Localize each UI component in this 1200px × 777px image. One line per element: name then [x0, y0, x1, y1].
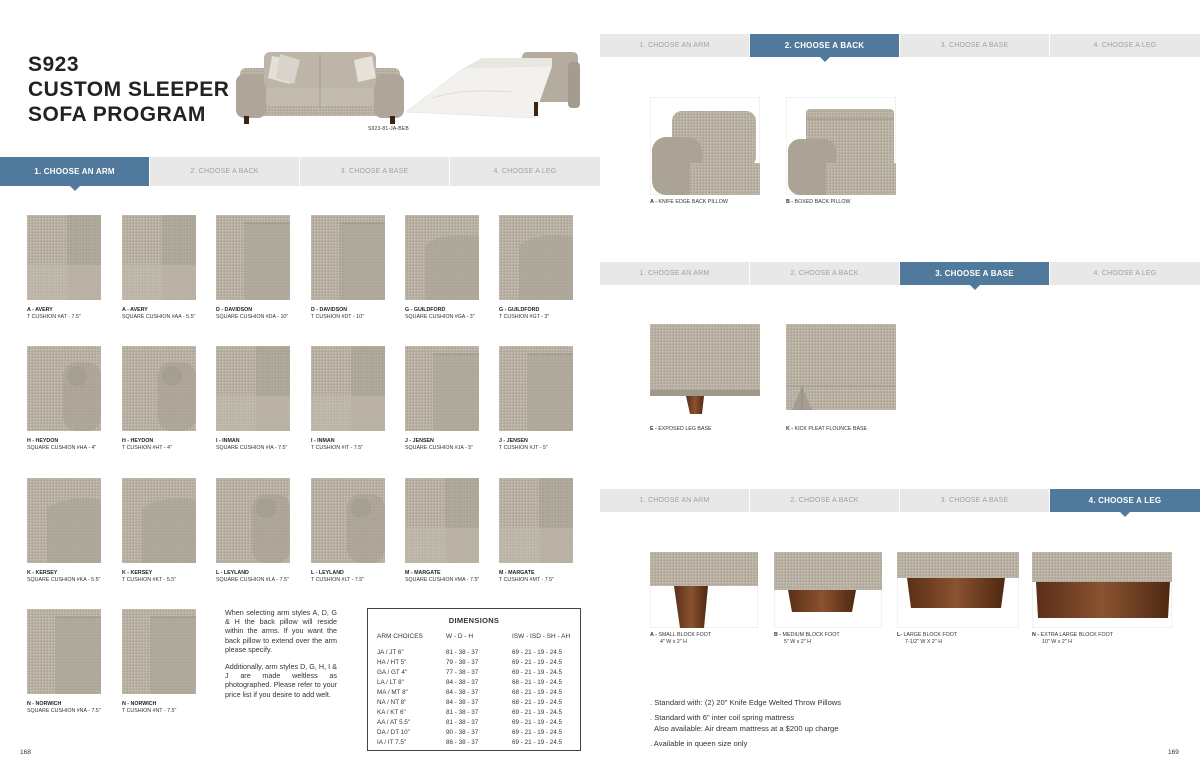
arm-note-para-2: Additionally, arm styles D, G, H, I & J are made weltless as photographed. Please refer to your price list if you desire to add welt.	[225, 662, 337, 699]
feature-queen-size: . Available in queen size only	[650, 739, 748, 748]
arm-label: H - HEYDON T CUSHION #HT - 4"	[122, 438, 172, 451]
arm-note-para-1: When selecting arm styles A, D, G & H the back pillow will reside within the arms. If you want the back pillow to extend over the arm please specify.	[225, 608, 337, 654]
arm-swatch-image[interactable]	[122, 609, 196, 694]
base-option-image	[786, 324, 896, 420]
dimensions-rows	[377, 649, 574, 749]
arm-label: G - GUILDFORD SQUARE CUSHION #GA - 3"	[405, 307, 475, 320]
arm-label: H - HEYDON SQUARE CUSHION #HA - 4"	[27, 438, 97, 451]
arm-swatch-image[interactable]	[405, 346, 479, 431]
table-row	[377, 699, 574, 709]
arm-swatch-image[interactable]	[122, 478, 196, 563]
back-step-tabs	[600, 34, 1200, 57]
title-line-1: S923	[28, 53, 80, 76]
tab-choose-leg[interactable]: 4. CHOOSE A LEG	[1050, 489, 1200, 512]
arm-swatch-image[interactable]	[216, 215, 290, 300]
arm-swatch-image[interactable]	[122, 215, 196, 300]
tab-choose-base[interactable]: 3. CHOOSE A BASE	[300, 157, 450, 186]
arm-label: M - MARGATE SQUARE CUSHION #MA - 7.5"	[405, 570, 480, 583]
page-number-left: 168	[20, 749, 31, 756]
arm-label: A - AVERY T CUSHION #AT - 7.5"	[27, 307, 81, 320]
arm-label: N - NORWICH SQUARE CUSHION #NA - 7.5"	[27, 701, 101, 714]
arm-swatch-image[interactable]	[499, 478, 573, 563]
tab-choose-back[interactable]: 2. CHOOSE A BACK	[750, 489, 900, 512]
arm-choice-cell: LA / LT 8"	[377, 679, 404, 686]
table-row	[377, 669, 574, 679]
wdh-cell: 77 - 38 - 37	[446, 669, 479, 676]
leg-size: 7-1/2" W X 2" H	[905, 639, 943, 645]
tab-choose-back[interactable]: 2. CHOOSE A BACK	[750, 262, 900, 285]
table-row	[377, 689, 574, 699]
arm-label: D - DAVIDSON T CUSHION #DT - 10"	[311, 307, 364, 320]
tab-choose-base[interactable]: 3. CHOOSE A BASE	[900, 262, 1050, 285]
arm-choice-cell: MA / MT 8"	[377, 689, 408, 696]
leg-option-label: N - EXTRA LARGE BLOCK FOOT 10" W x 2" H	[1032, 632, 1113, 645]
dimensions-table	[367, 608, 581, 751]
leg-size: 10" W x 2" H	[1042, 639, 1072, 645]
arm-swatch-image[interactable]	[311, 215, 385, 300]
tab-choose-arm[interactable]: 1. CHOOSE AN ARM	[600, 262, 750, 285]
header-arm-choices: ARM CHOICES	[377, 633, 423, 640]
leg-option-image	[1032, 552, 1172, 628]
arm-label: J - JENSEN T CUSHION #JT - 5"	[499, 438, 548, 451]
dimensions-title: DIMENSIONS	[448, 616, 500, 625]
arm-swatch-image[interactable]	[405, 478, 479, 563]
leg-step-tabs	[600, 489, 1200, 512]
arm-step-tabs	[0, 157, 600, 186]
feature-mattress: . Standard with 6" inter coil spring mattress	[650, 713, 795, 722]
arm-choice-cell: NA / NT 8"	[377, 699, 407, 706]
leg-size: 4" W x 2" H	[660, 639, 688, 645]
table-row	[377, 649, 574, 659]
arm-choice-cell: JA / JT 6"	[377, 649, 404, 656]
wdh-cell: 84 - 38 - 37	[446, 689, 479, 696]
inside-cell: 69 - 21 - 19 - 24.5	[512, 729, 563, 736]
arm-swatch-image[interactable]	[216, 346, 290, 431]
back-option-label: B - BOXED BACK PILLOW	[786, 199, 851, 205]
header-wdh: W - D - H	[446, 633, 474, 640]
tab-choose-back[interactable]: 2. CHOOSE A BACK	[750, 34, 900, 57]
arm-swatch-image[interactable]	[311, 478, 385, 563]
wdh-cell: 81 - 38 - 37	[446, 719, 479, 726]
inside-cell: 69 - 21 - 19 - 24.5	[512, 739, 563, 746]
arm-swatch-image[interactable]	[311, 346, 385, 431]
wdh-cell: 86 - 38 - 37	[446, 739, 479, 746]
arm-choice-cell: KA / KT 6"	[377, 709, 406, 716]
arm-label: G - GUILDFORD T CUSHION #GT - 3"	[499, 307, 550, 320]
arm-swatch-image[interactable]	[216, 478, 290, 563]
tab-choose-arm[interactable]: 1. CHOOSE AN ARM	[600, 489, 750, 512]
table-row	[377, 709, 574, 719]
table-row	[377, 679, 574, 689]
arm-label: L - LEYLAND SQUARE CUSHION #LA - 7.5"	[216, 570, 289, 583]
inside-cell: 68 - 21 - 19 - 24.5	[512, 679, 563, 686]
arm-label: A - AVERY SQUARE CUSHION #AA - 5.5"	[122, 307, 196, 320]
standard-features	[650, 697, 841, 750]
title-line-3: SOFA PROGRAM	[28, 103, 206, 126]
tab-choose-leg[interactable]: 4. CHOOSE A LEG	[1093, 270, 1157, 277]
inside-cell: 68 - 21 - 19 - 24.5	[512, 699, 563, 706]
leg-option-label: L- LARGE BLOCK FOOT 7-1/2" W X 2" H	[897, 632, 958, 645]
wdh-cell: 81 - 38 - 37	[446, 709, 479, 716]
back-option-label: A - KNIFE EDGE BACK PILLOW	[650, 199, 728, 205]
wdh-cell: 90 - 38 - 37	[446, 729, 479, 736]
leg-option-image	[774, 552, 882, 628]
tab-choose-arm[interactable]: 1. CHOOSE AN ARM	[600, 34, 750, 57]
arm-swatch-image[interactable]	[27, 346, 101, 431]
arm-swatch-image[interactable]	[27, 478, 101, 563]
arm-note	[225, 608, 337, 707]
base-step-tabs	[600, 262, 1200, 285]
feature-pillows: . Standard with: (2) 20" Knife Edge Welted Throw Pillows	[650, 698, 842, 707]
table-row	[377, 719, 574, 729]
tab-choose-leg[interactable]: 4. CHOOSE A LEG	[493, 168, 557, 175]
tab-choose-arm[interactable]: 1. CHOOSE AN ARM	[0, 157, 150, 186]
leg-size: 5" W x 2" H	[784, 639, 812, 645]
wdh-cell: 84 - 38 - 37	[446, 679, 479, 686]
arm-label: K - KERSEY SQUARE CUSHION #KA - 5.5"	[27, 570, 101, 583]
arm-choice-cell: IA / IT 7.5"	[377, 739, 407, 746]
arm-swatch-image[interactable]	[27, 215, 101, 300]
inside-cell: 69 - 21 - 19 - 24.5	[512, 659, 563, 666]
arm-label: M - MARGATE T CUSHION #MT - 7.5"	[499, 570, 554, 583]
sleeper-open-image	[402, 48, 580, 124]
arm-label: I - INMAN T CUSHION #IT - 7.5"	[311, 438, 364, 451]
hero-caption: S923-81-JA-BEB	[368, 126, 409, 132]
arm-choice-cell: AA / AT 5.5"	[377, 719, 411, 726]
tab-choose-back[interactable]: 2. CHOOSE A BACK	[150, 157, 300, 186]
inside-cell: 69 - 21 - 19 - 24.5	[512, 649, 563, 656]
title-line-2: CUSTOM SLEEPER	[28, 78, 230, 101]
arm-choice-cell: HA / HT 5"	[377, 659, 407, 666]
arm-swatch-image[interactable]	[27, 609, 101, 694]
leg-option-label: B - MEDIUM BLOCK FOOT 5" W x 2" H	[774, 632, 840, 645]
tab-choose-leg[interactable]: 4. CHOOSE A LEG	[1093, 42, 1157, 49]
table-row	[377, 729, 574, 739]
page-number-right: 169	[1168, 749, 1179, 756]
arm-label: D - DAVIDSON SQUARE CUSHION #DA - 10"	[216, 307, 289, 320]
tab-choose-base[interactable]: 3. CHOOSE A BASE	[900, 34, 1050, 57]
header-inside: ISW - ISD - SH - AH	[512, 633, 571, 640]
inside-cell: 69 - 21 - 19 - 24.5	[512, 709, 563, 716]
sofa-hero-image	[234, 42, 406, 128]
arm-label: L - LEYLAND T CUSHION #LT - 7.5"	[311, 570, 365, 583]
table-row	[377, 739, 574, 749]
arm-swatch-image[interactable]	[499, 346, 573, 431]
arm-label: K - KERSEY T CUSHION #KT - 5.5"	[122, 570, 177, 583]
tab-choose-base[interactable]: 3. CHOOSE A BASE	[900, 489, 1050, 512]
leg-option-image	[897, 552, 1019, 628]
wdh-cell: 81 - 38 - 37	[446, 649, 479, 656]
arm-label: J - JENSEN SQUARE CUSHION #JA - 5"	[405, 438, 474, 451]
table-row	[377, 659, 574, 669]
leg-option-image	[650, 552, 758, 628]
feature-air-mattress: Also available: Air dream mattress at a $200 up charge	[654, 724, 839, 733]
inside-cell: 68 - 21 - 19 - 24.5	[512, 689, 563, 696]
page-title	[28, 52, 229, 127]
inside-cell: 69 - 21 - 19 - 24.5	[512, 669, 563, 676]
inside-cell: 69 - 21 - 19 - 24.5	[512, 719, 563, 726]
leg-option-label: A - SMALL BLOCK FOOT 4" W x 2" H	[650, 632, 712, 645]
arm-choice-cell: GA / GT 4"	[377, 669, 408, 676]
arm-swatch-image[interactable]	[122, 346, 196, 431]
arm-swatch-image[interactable]	[499, 215, 573, 300]
base-option-label: E - EXPOSED LEG BASE	[650, 426, 712, 432]
arm-label: I - INMAN SQUARE CUSHION #IA - 7.5"	[216, 438, 288, 451]
wdh-cell: 84 - 38 - 37	[446, 699, 479, 706]
back-option-image	[650, 97, 760, 195]
arm-swatch-image[interactable]	[405, 215, 479, 300]
arm-choice-cell: DA / DT 10"	[377, 729, 410, 736]
arm-label: N - NORWICH T CUSHION #NT - 7.5"	[122, 701, 177, 714]
back-option-image	[786, 97, 896, 195]
base-option-image	[650, 324, 760, 420]
wdh-cell: 79 - 38 - 37	[446, 659, 479, 666]
base-option-label: K - KICK PLEAT FLOUNCE BASE	[786, 426, 868, 432]
